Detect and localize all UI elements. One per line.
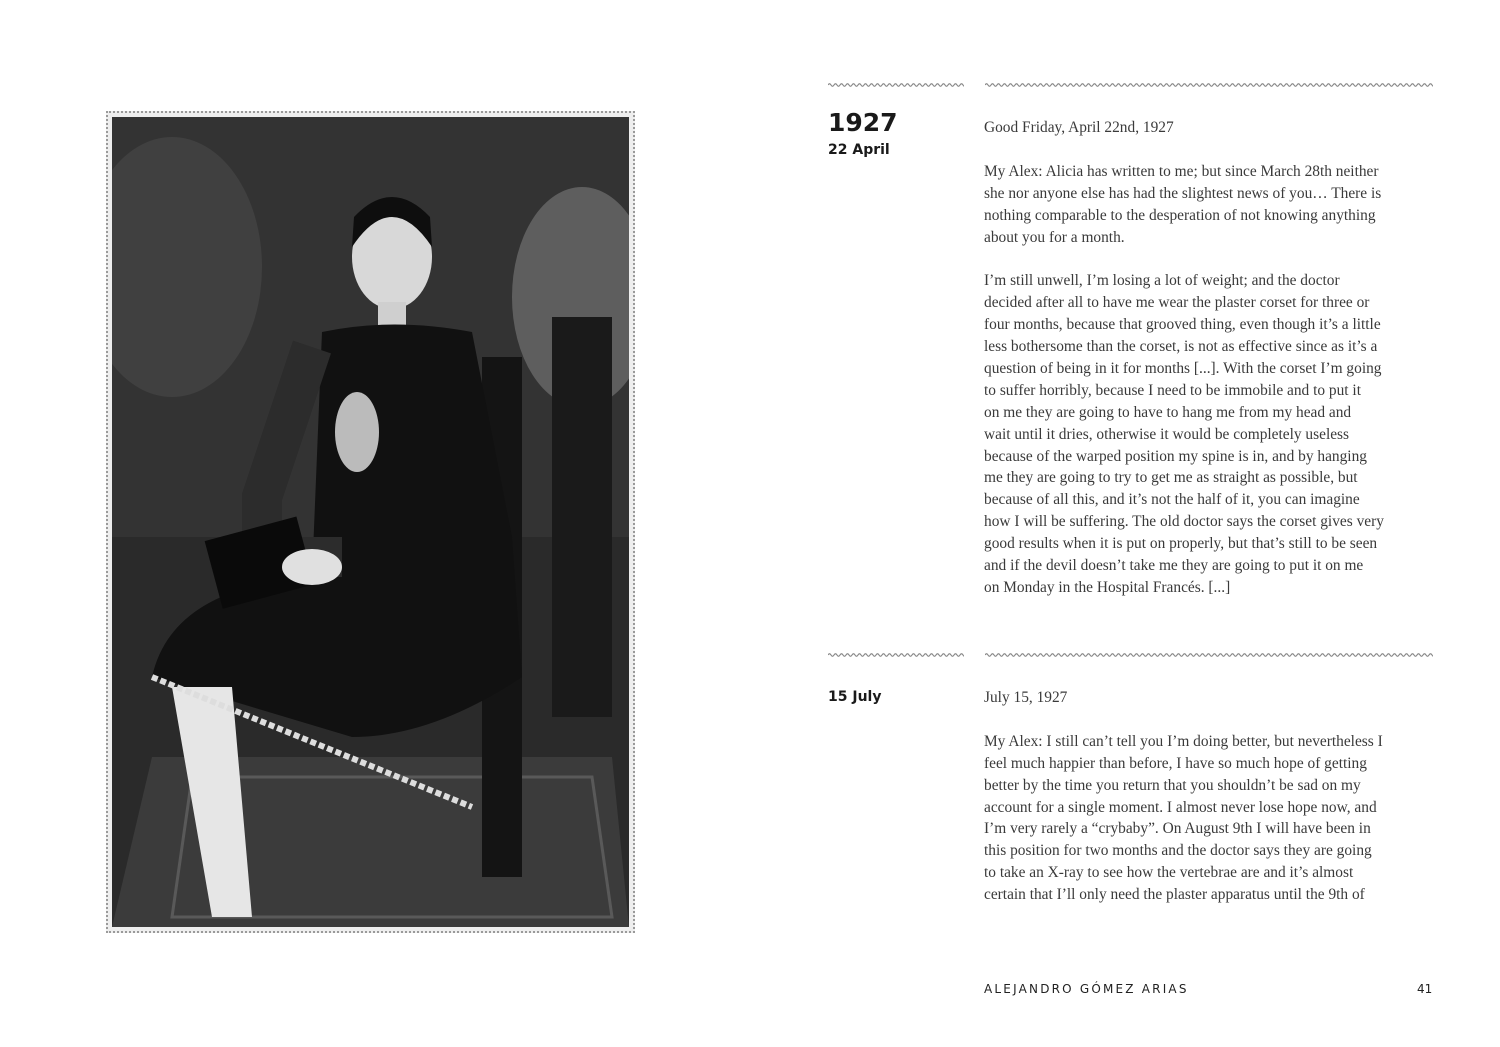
letter-paragraph bbox=[984, 731, 1444, 906]
divider-wave-short bbox=[828, 81, 964, 89]
text-line: Good Friday, April 22nd, 1927 bbox=[984, 119, 1174, 136]
letter-heading bbox=[984, 687, 1444, 709]
text-line: decided after all to have me wear the plaster corset for three or bbox=[984, 294, 1370, 312]
divider-wave-short bbox=[828, 651, 964, 659]
text-line: certain that I’ll only need the plaster apparatus until the 9th of bbox=[984, 886, 1365, 904]
text-line: on Monday in the Hospital Francés. [...] bbox=[984, 579, 1231, 596]
divider-wave-long bbox=[985, 651, 1433, 659]
text-line: this position for two months and the doctor says they are going bbox=[984, 842, 1372, 860]
entry-date: 22 April bbox=[828, 142, 890, 158]
page-number: 41 bbox=[1417, 982, 1433, 996]
letter-entry bbox=[984, 117, 1444, 621]
seated-woman-figure bbox=[112, 117, 629, 927]
entry-year: 1927 bbox=[828, 108, 898, 137]
letter-paragraph bbox=[984, 161, 1444, 249]
text-line: about you for a month. bbox=[984, 228, 1125, 246]
text-line: on me they are going to have to hang me from my head and bbox=[984, 403, 1352, 421]
text-line: wait until it dries, otherwise it would be completely useless bbox=[984, 425, 1350, 443]
portrait-photograph bbox=[112, 117, 629, 927]
text-line: less bothersome than the corset, is not as effective since as it’s a bbox=[984, 338, 1378, 356]
text-line: nothing comparable to the desperation of not knowing anything bbox=[984, 206, 1376, 224]
entry-date: 15 July bbox=[828, 689, 882, 705]
text-line: to take an X-ray to see how the vertebrae are and it’s almost bbox=[984, 864, 1354, 882]
text-line: My Alex: I still can’t tell you I’m doing better, but nevertheless I bbox=[984, 732, 1383, 750]
text-line: four months, because that grooved thing, even though it’s a little bbox=[984, 316, 1381, 334]
letter-paragraph bbox=[984, 270, 1444, 599]
text-line: how I will be suffering. The old doctor says the corset gives very bbox=[984, 513, 1384, 531]
text-line: account for a single moment. I almost never lose hope now, and bbox=[984, 798, 1377, 816]
text-line: better by the time you return that you shouldn’t be sad on my bbox=[984, 776, 1361, 794]
text-line: because of the warped position my spine is in, and by hanging bbox=[984, 447, 1367, 465]
text-line: I’m very rarely a “crybaby”. On August 9th I will have been in bbox=[984, 820, 1371, 838]
photograph-frame bbox=[106, 111, 635, 933]
divider-wave-long bbox=[985, 81, 1433, 89]
text-line: good results when it is put on properly, but that’s still to be seen bbox=[984, 535, 1378, 553]
text-line: question of being in it for months [...]. With the corset I’m going bbox=[984, 359, 1382, 377]
running-footer-author: ALEJANDRO GÓMEZ ARIAS bbox=[984, 982, 1189, 996]
letter-heading bbox=[984, 117, 1444, 139]
text-line: to suffer horribly, because I need to be immobile and to put it bbox=[984, 381, 1361, 399]
text-line: feel much happier than before, I have so much hope of getting bbox=[984, 754, 1367, 772]
text-line: and if the devil doesn’t take me they are going to put it on me bbox=[984, 557, 1364, 575]
text-line: because of all this, and it’s not the half of it, you can imagine bbox=[984, 491, 1360, 509]
text-line: me they are going to try to get me as straight as possible, but bbox=[984, 469, 1358, 487]
text-line: she nor anyone else has had the slightest news of you… There is bbox=[984, 184, 1382, 202]
letter-entry bbox=[984, 687, 1444, 928]
text-line: July 15, 1927 bbox=[984, 689, 1068, 706]
text-line: I’m still unwell, I’m losing a lot of weight; and the doctor bbox=[984, 272, 1340, 290]
text-line: My Alex: Alicia has written to me; but since March 28th neither bbox=[984, 162, 1379, 180]
